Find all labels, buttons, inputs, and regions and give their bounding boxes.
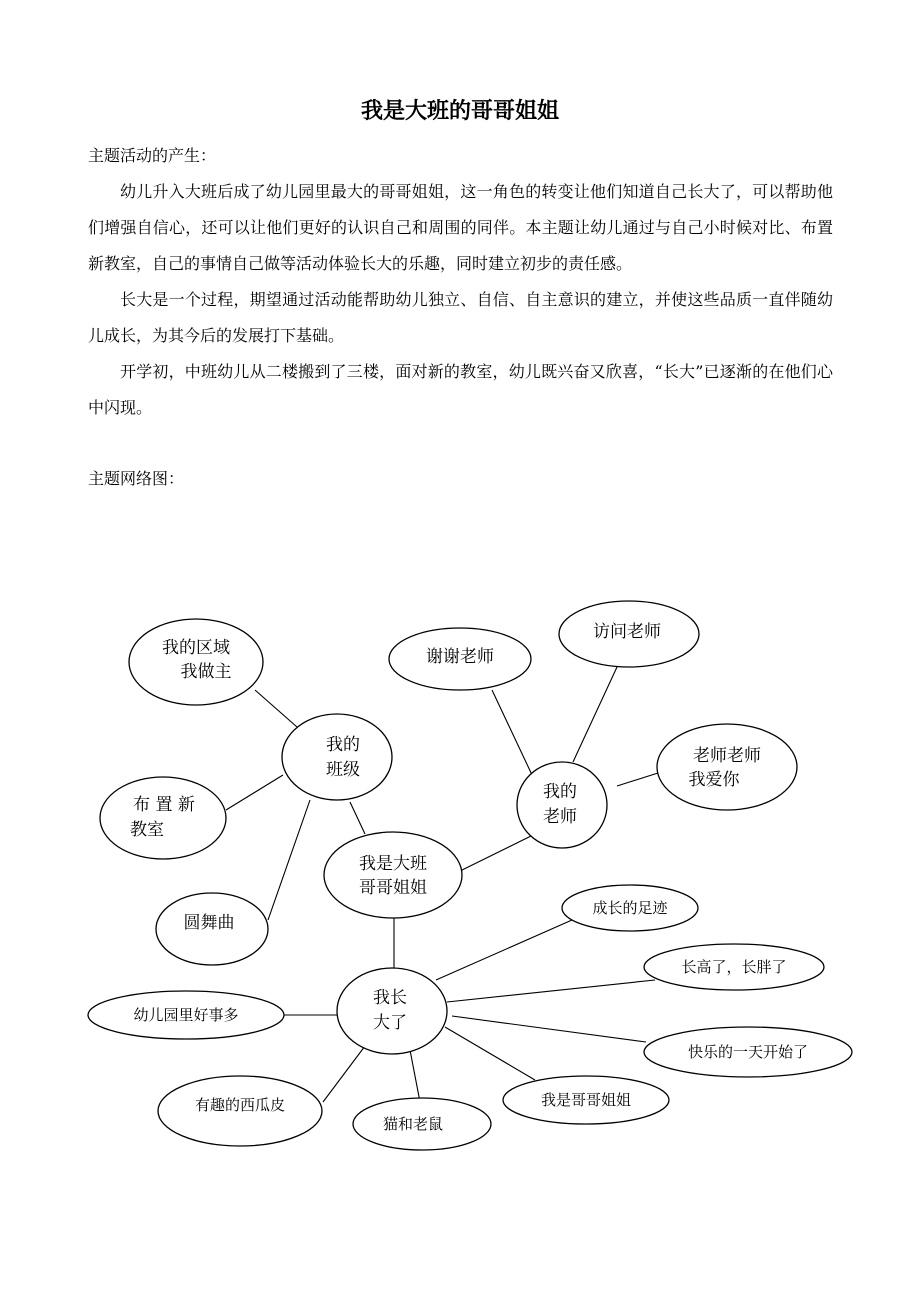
grow-kindergarten-label: 幼儿园里好事多 — [133, 1006, 239, 1024]
grow-taller-label: 长高了，长胖了 — [681, 958, 787, 976]
intro-paragraph-2: 长大是一个过程，期望通过活动能帮助幼儿独立、自信、自主意识的建立，并使这些品质一直伴随幼儿成长，为其今后的发展打下基础。 — [88, 290, 833, 345]
mindmap-grow-taller-node — [644, 944, 824, 990]
connector-center-class — [350, 802, 365, 834]
mindmap-grow-eraser-node — [158, 1076, 322, 1146]
teacher-node-line-2: 老师 — [543, 807, 577, 827]
grow-footprints-label: 成长的足迹 — [592, 899, 668, 917]
mindmap-grow-node — [337, 968, 447, 1054]
connector-teacher-visit — [573, 667, 617, 762]
network-section-label: 主题网络图： — [88, 469, 185, 488]
connector-grow-happy — [452, 1016, 646, 1042]
mindmap-teacher-node — [517, 762, 607, 848]
grow-happy-label: 快乐的一天开始了 — [687, 1043, 809, 1061]
mindmap-teacher-visit-node — [559, 601, 699, 667]
grow-eraser-label: 有趣的西瓜皮 — [194, 1096, 286, 1114]
intro-paragraph-3: 开学初，中班幼儿从二楼搬到了三楼，面对新的教室，幼儿既兴奋又欣喜，“长大”已逐渐的在他们心中闪现。 — [88, 362, 833, 417]
class-area-line-2: 我做主 — [180, 662, 232, 682]
mindmap-grow-catmouse-node — [353, 1098, 491, 1150]
grow-sibling-label: 我是哥哥姐姐 — [540, 1091, 632, 1109]
class-dance-label: 圆舞曲 — [183, 913, 235, 933]
mindmap-grow-kindergarten-node — [88, 991, 284, 1039]
connector-teacher-love — [617, 773, 658, 786]
connector-grow-sibling — [445, 1027, 535, 1080]
mindmap-class-area-node — [129, 619, 263, 705]
class-node-line-2: 班级 — [326, 760, 360, 780]
class-arrange-line-1: 布 置 新 — [133, 795, 195, 815]
connector-class-arrange — [226, 775, 283, 810]
teacher-thanks-label: 谢谢老师 — [426, 647, 494, 667]
mindmap-grow-sibling-node — [503, 1076, 669, 1124]
teacher-love-line-1: 老师老师 — [693, 746, 761, 766]
class-area-line-1: 我的区域 — [162, 638, 230, 658]
connector-grow-taller — [447, 980, 655, 1002]
connector-class-area — [255, 690, 297, 727]
mindmap-class-arrange-node — [100, 777, 226, 859]
center-node-line-1: 我是大班 — [359, 854, 427, 874]
center-node-line-2: 哥哥姐姐 — [359, 878, 427, 898]
intro-section-label: 主题活动的产生： — [88, 146, 217, 165]
mindmap-grow-footprints-node — [562, 885, 698, 931]
document-title: 我是大班的哥哥姐姐 — [360, 99, 559, 124]
mindmap-grow-happy-node — [644, 1027, 852, 1077]
connector-grow-eraser — [323, 1042, 368, 1102]
connector-class-dance — [268, 800, 310, 920]
class-arrange-line-2: 教室 — [130, 820, 164, 840]
connector-grow-catmouse — [410, 1050, 420, 1102]
theme-network-diagram — [0, 590, 920, 1170]
teacher-node-line-1: 我的 — [543, 782, 577, 802]
teacher-visit-label: 访问老师 — [593, 622, 661, 642]
mindmap-center-node — [324, 832, 462, 918]
class-node-line-1: 我的 — [326, 735, 360, 755]
grow-catmouse-label: 猫和老鼠 — [382, 1115, 444, 1133]
grow-node-line-1: 我长 — [373, 988, 407, 1008]
intro-paragraph-1: 幼儿升入大班后成了幼儿园里最大的哥哥姐姐，这一角色的转变让他们知道自己长大了，可以帮助他们增强自信心，还可以让他们更好的认识自己和周围的同伴。本主题让幼儿通过与自己小时候对比、布置新教室，自己的事情自己做等活动体验长大的乐趣，同时建立初步的责任感。 — [88, 182, 833, 273]
mindmap-teacher-thanks-node — [389, 628, 531, 690]
intro-body — [88, 174, 833, 426]
mindmap-teacher-love-node — [657, 724, 797, 810]
connector-teacher-thanks — [492, 690, 533, 777]
connector-center-teacher — [458, 835, 533, 872]
mindmap-class-node — [282, 714, 392, 800]
grow-node-line-2: 大了 — [373, 1013, 407, 1033]
connector-grow-footprints — [436, 920, 572, 980]
mindmap-class-dance-node — [156, 893, 268, 965]
teacher-love-line-2: 我爱你 — [688, 770, 740, 790]
